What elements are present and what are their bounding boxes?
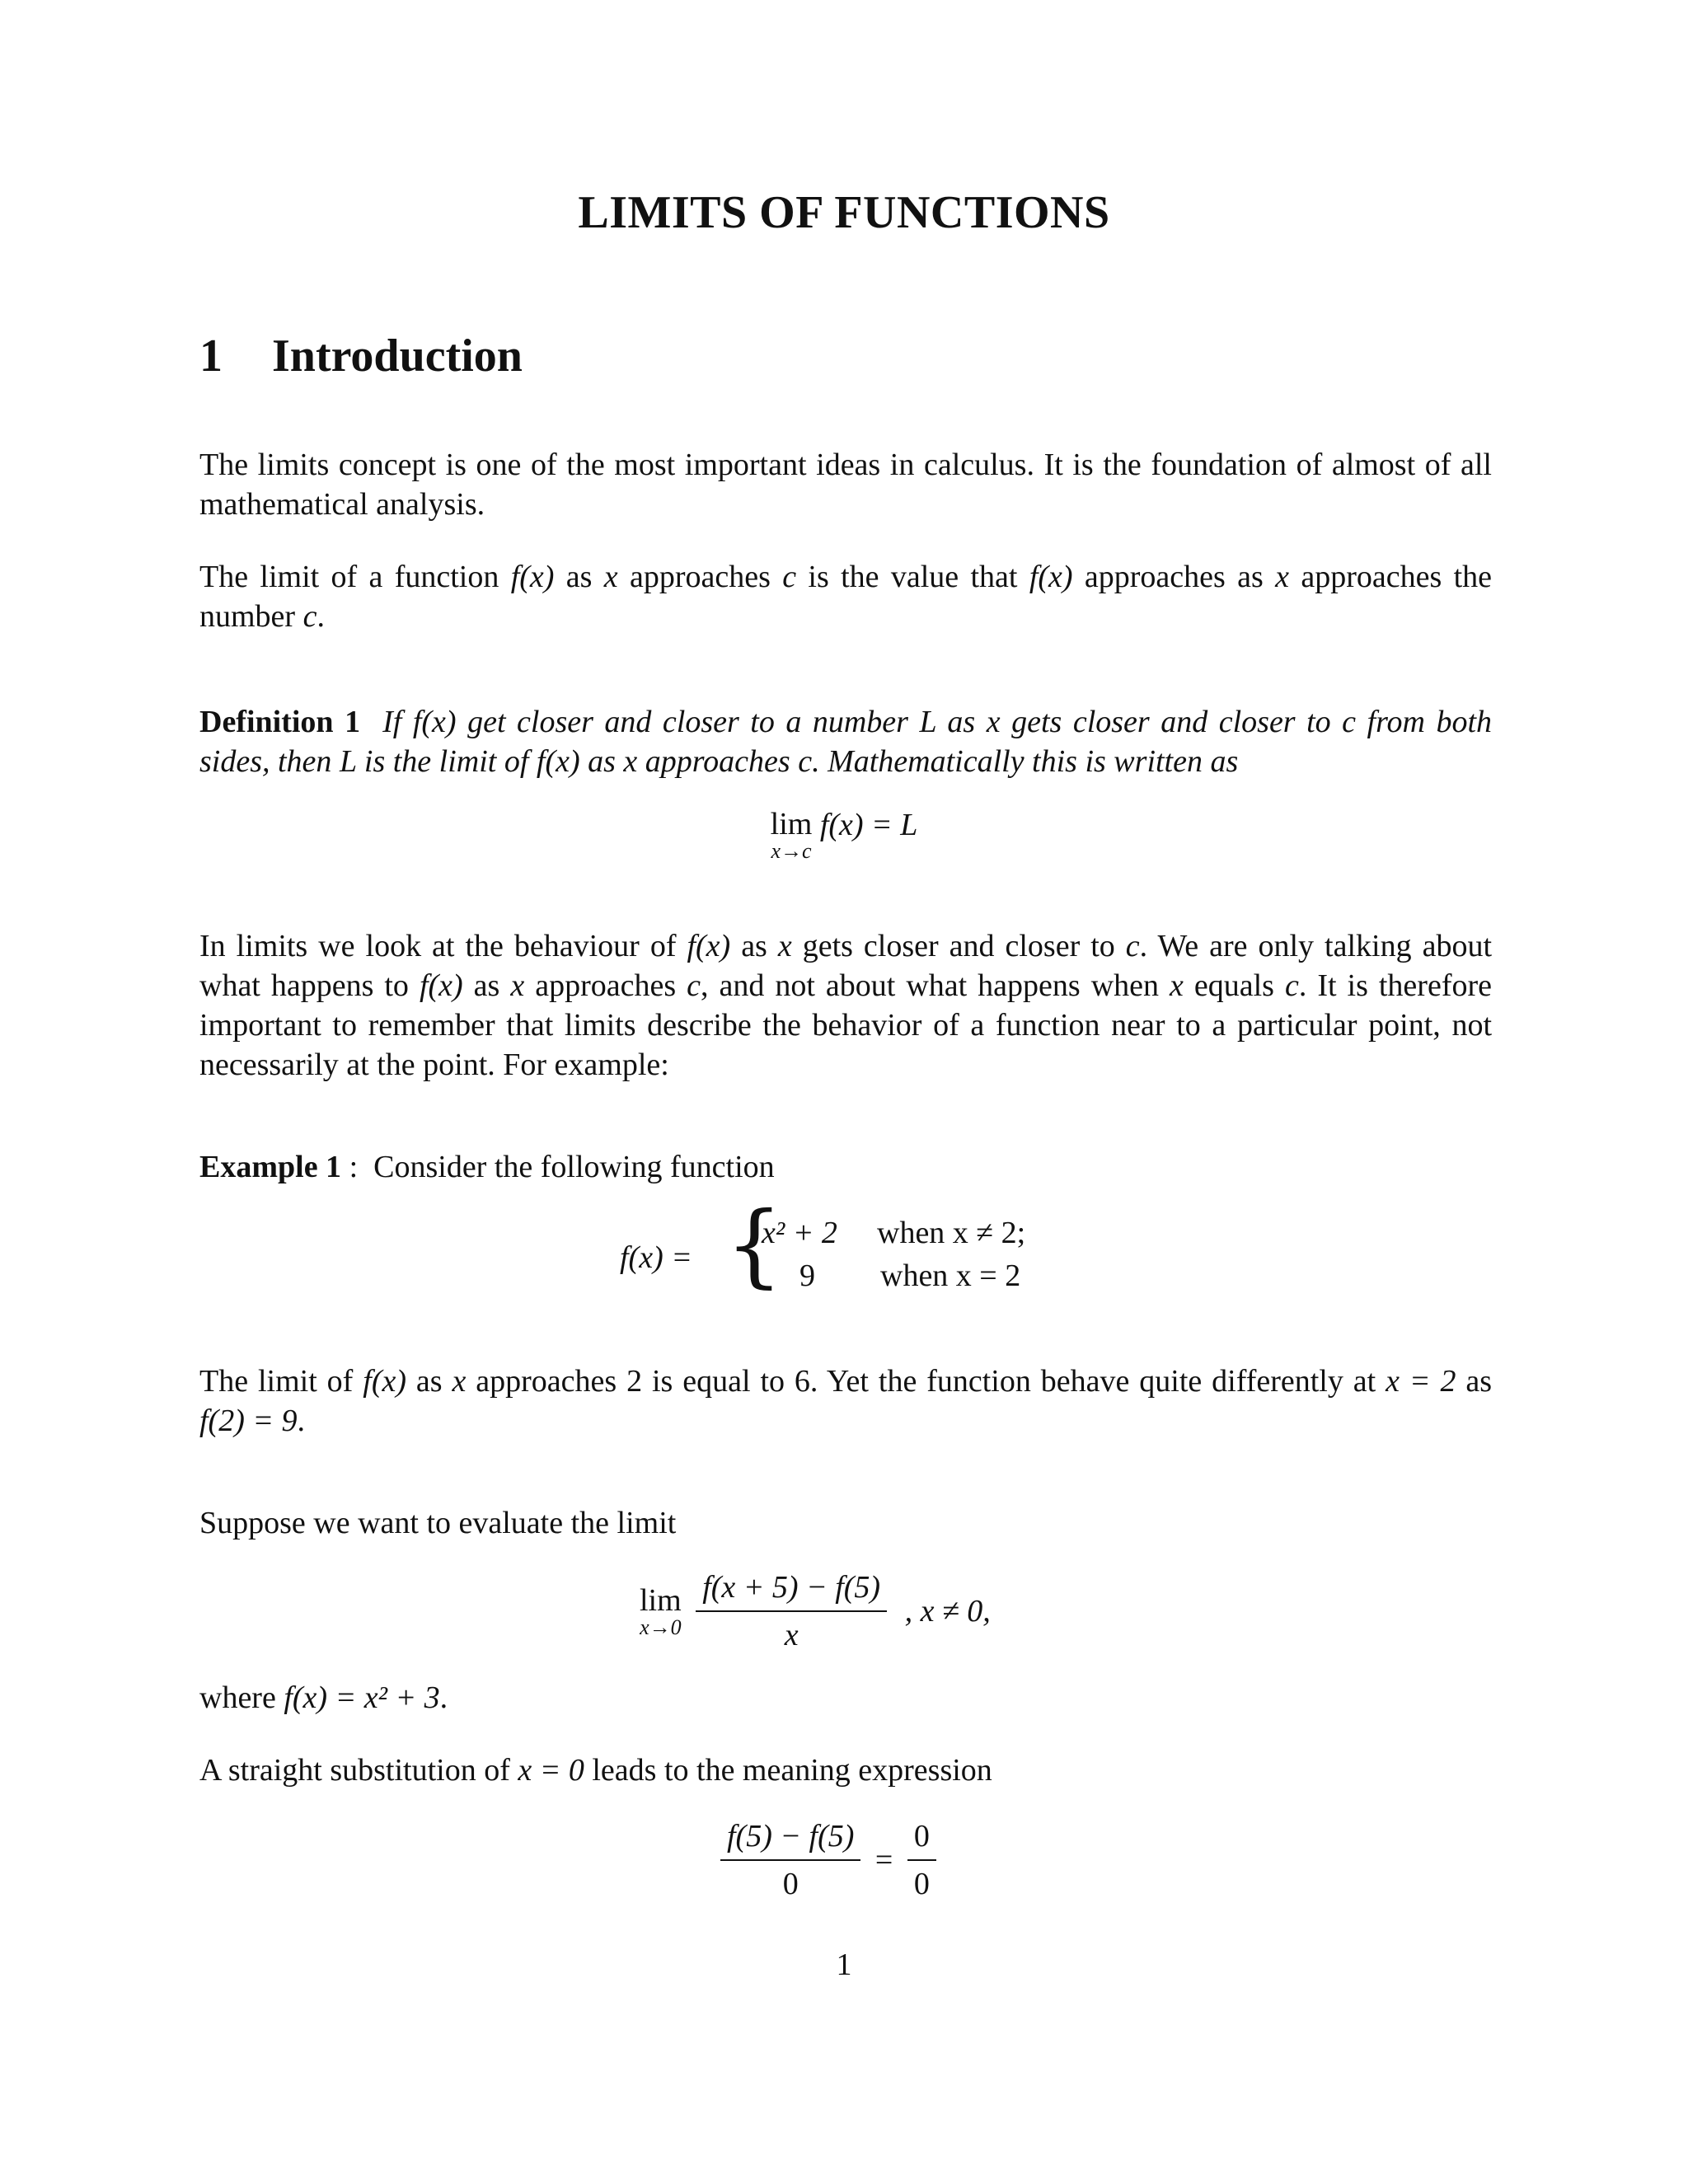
piecewise-brace: {: [725, 1192, 783, 1297]
piecewise-case-1-cond: when x ≠ 2;: [877, 1216, 1026, 1250]
limit-note-paragraph: The limit of f(x) as x approaches 2 is equal to 6. Yet the function behave quite differently at x = 2 as f(2) = 9.: [199, 1364, 1493, 1438]
limit-operator: lim x→c: [770, 807, 813, 863]
limit-operator-2: lim x→0: [640, 1583, 682, 1639]
section-number: 1: [199, 330, 223, 382]
difference-quotient: $\frac{f(x + 5) - f(5)}{x}$: [696, 1569, 887, 1653]
substituted-fraction: $\frac{f(5) - f(5)}{0}$: [720, 1818, 860, 1902]
limit-equation: [640, 1569, 991, 1653]
zero-over-zero: $\frac{0}{0}$: [907, 1818, 936, 1902]
substitution-paragraph: A straight substitution of x = 0 leads to the meaning expression: [199, 1753, 992, 1788]
piecewise-case-1-expr: x² + 2: [762, 1216, 837, 1250]
where-paragraph: where f(x) = x² + 3.: [199, 1680, 448, 1715]
definition-1: Definition 1 If f(x) get closer and closer to a number L as x gets closer and closer to c from both sides, then L is the limit of f(x) as x approaches c. Mathematically this is written as: [199, 705, 1493, 779]
example-label: Example 1: [199, 1150, 342, 1184]
page-number: 1: [836, 1947, 852, 1982]
document-title: LIMITS OF FUNCTIONS: [578, 187, 1110, 238]
indeterminate-equation: $\frac{f(5) - f(5)}{0}$ = $\frac{0}{0}$: [720, 1818, 936, 1902]
intro-paragraph-2: The limit of a function f(x) as x approaches c is the value that f(x) approaches as x approaches the number c.: [199, 560, 1492, 634]
limit-condition: , x ≠ 0,: [904, 1594, 991, 1629]
piecewise-case-2-expr: 9: [799, 1258, 815, 1293]
section-heading: [199, 330, 523, 382]
definition-label: Definition 1: [199, 705, 361, 739]
limit-expression: f(x) = L: [819, 808, 918, 842]
suppose-paragraph: Suppose we want to evaluate the limit: [199, 1506, 677, 1540]
behaviour-paragraph: In limits we look at the behaviour of f(x) as x gets closer and closer to c. We are only talking about what happens to f(x) as x approaches c, and not about what happens when x equals c. It is therefore important to remember that limits describe the behavior of a function near to a particular point, not necessarily at the point. For example:: [199, 929, 1492, 1082]
example-1: Example 1 : Consider the following function: [199, 1150, 775, 1184]
definition-equation: [0, 808, 1688, 862]
section-title: Introduction: [272, 330, 523, 382]
intro-paragraph-1: The limits concept is one of the most important ideas in calculus. It is the foundation of almost of all mathematical analysis.: [199, 448, 1492, 522]
piecewise-lhs: f(x) =: [620, 1240, 692, 1275]
piecewise-case-2-cond: when x = 2: [880, 1258, 1021, 1293]
